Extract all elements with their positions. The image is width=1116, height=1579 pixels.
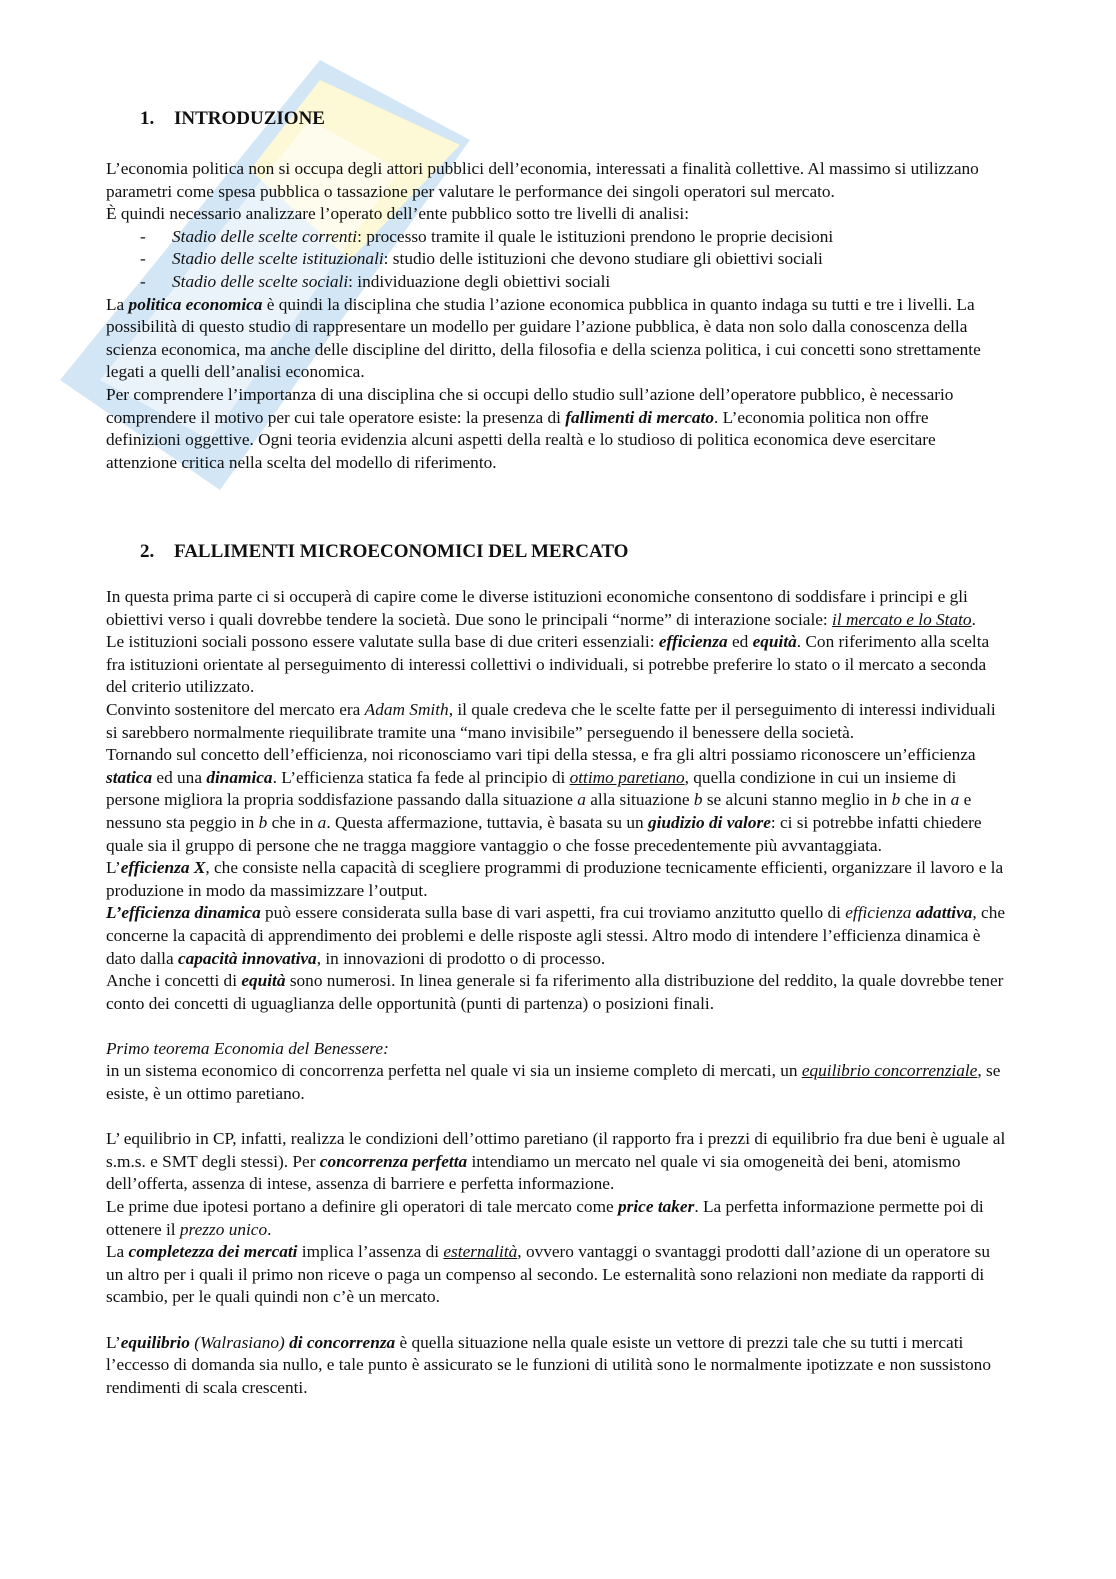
text: che in	[267, 812, 318, 832]
text: , quella condizione in cui un insieme di persone migliora la propria soddisfazione passando dalla situazione	[106, 767, 957, 810]
italic-text: a	[577, 790, 586, 810]
bold-term: completezza dei mercati	[128, 1242, 298, 1262]
bold-term: L’efficienza dinamica	[106, 903, 261, 923]
italic-text: Adam Smith	[364, 699, 449, 719]
section-1-heading: 1. INTRODUZIONE	[140, 108, 325, 129]
paragraph	[106, 699, 1006, 744]
underlined-term: equilibrio concorrenziale	[801, 1061, 978, 1081]
text: . Con riferimento alla scelta fra istituzioni orientate al perseguimento di interessi collettivi o individuali, si potrebbe preferire lo stato o il mercato a seconda del criterio utilizzato.	[106, 632, 990, 697]
text: . La perfetta informazione permette poi di ottenere il	[106, 1197, 984, 1239]
text: L’ equilibrio in CP, infatti, realizza le condizioni dell’ottimo paretiano (il rapporto fra i prezzi di equilibrio fra due beni è uguale al s.m.s. e SMT degli stessi). Per	[106, 1129, 1006, 1171]
text: La	[106, 294, 129, 314]
paragraph	[106, 294, 1006, 384]
italic-text: a	[950, 790, 960, 810]
underlined-term: il mercato e lo Stato	[832, 609, 972, 629]
italic-text: efficienza	[845, 903, 916, 923]
paragraph	[106, 744, 1006, 857]
text: La	[106, 1242, 129, 1262]
bold-term: capacità innovativa	[177, 948, 317, 968]
text: : individuazione degli obiettivi sociali	[348, 271, 611, 291]
text: . Questa affermazione, tuttavia, è basata su un	[326, 812, 648, 832]
text: ed una	[152, 767, 207, 787]
bold-term: statica	[106, 767, 153, 787]
spacer	[106, 1106, 1006, 1129]
underlined-term: esternalità	[443, 1242, 518, 1262]
text: e nessuno sta peggio in	[106, 790, 972, 832]
italic-text: prezzo unico	[179, 1219, 268, 1239]
italic-text: a	[317, 812, 327, 832]
italic-text: b	[891, 790, 901, 810]
text: che in	[900, 790, 951, 810]
paragraph	[106, 970, 1006, 1015]
bold-term: price taker	[618, 1197, 695, 1217]
text: ed	[727, 632, 753, 652]
italic-text: Primo teorema Economia del Benessere:	[106, 1038, 389, 1058]
text: È quindi necessario analizzare l’operato dell’ente pubblico sotto tre livelli di analisi:	[106, 204, 690, 224]
spacer	[106, 1015, 1006, 1038]
text: , il quale credeva che le scelte fatte per il perseguimento di interessi individuali si sarebbero normalmente riequilibrate tramite una “mano invisibile” perseguendo il benessere della società.	[106, 699, 996, 742]
section-2-body	[106, 586, 1006, 1399]
italic-text: Stadio delle scelte correnti	[172, 226, 358, 246]
spacer	[106, 1309, 1006, 1332]
bold-term: giudizio di valore	[647, 812, 771, 832]
italic-text: b	[693, 790, 703, 810]
paragraph	[106, 1196, 1006, 1241]
italic-text: Stadio delle scelte istituzionali	[172, 249, 384, 269]
bold-term: di concorrenza	[289, 1332, 396, 1352]
text: , in innovazioni di prodotto o di processo.	[316, 948, 606, 968]
bold-term: concorrenza perfetta	[319, 1151, 468, 1171]
text: Per comprendere l’importanza di una disciplina che si occupi dello studio sull’azione dell’operatore pubblico, è necessario comprendere il motivo per cui tale operatore esiste: la presenza di	[106, 384, 954, 427]
text: implica l’assenza di	[297, 1242, 444, 1262]
section-2-heading: 2. FALLIMENTI MICROECONOMICI DEL MERCATO	[140, 541, 629, 562]
paragraph	[106, 203, 1006, 226]
bold-term: adattiva	[915, 903, 973, 923]
paragraph	[106, 586, 1006, 631]
paragraph	[106, 1241, 1006, 1309]
paragraph	[106, 1128, 1006, 1196]
bold-term: equità	[241, 971, 286, 991]
bold-term: efficienza X	[120, 858, 206, 878]
text: .	[267, 1219, 272, 1239]
bold-term: equilibrio	[120, 1332, 190, 1352]
paragraph	[106, 631, 1006, 699]
text: Anche i concetti di	[106, 971, 242, 991]
list-item	[106, 248, 1006, 271]
text: , che concerne la capacità di apprendimento dei problemi e delle risposte agli stessi. Altro modo di intendere l’efficienza dinamica è dato dalla	[106, 903, 1006, 968]
text: Convinto sostenitore del mercato era	[106, 699, 365, 719]
list-item	[106, 226, 1006, 249]
text: : processo tramite il quale le istituzioni prendono le proprie decisioni	[357, 226, 834, 246]
text: può essere considerata sulla base di vari aspetti, fra cui troviamo anzitutto quello di	[260, 903, 846, 923]
paragraph	[106, 857, 1006, 902]
text: se alcuni stanno meglio in	[702, 790, 892, 810]
text: Le prime due ipotesi portano a definire gli operatori di tale mercato come	[106, 1197, 618, 1217]
italic-text: b	[258, 812, 268, 832]
text: Le istituzioni sociali possono essere valutate sulla base di due criteri essenziali:	[106, 632, 659, 652]
paragraph	[106, 1060, 1006, 1105]
text: . L’economia politica non offre definizioni oggettive. Ogni teoria evidenzia alcuni aspetti della realtà e lo studioso di politica economica deve esercitare attenzione critica nella scelta del modello di riferimento.	[106, 407, 936, 472]
bold-term: dinamica	[206, 767, 273, 787]
text: , che consiste nella capacità di scegliere programmi di produzione tecnicamente efficienti, organizzare il lavoro e la produzione in modo da massimizzare l’output.	[106, 858, 1004, 900]
text: : ci si potrebbe infatti chiedere quale sia il gruppo di persone che ne tragga maggiore vantaggio o che fosse precedentemente più avvantaggiata.	[106, 812, 982, 855]
text: L’	[106, 1332, 121, 1352]
text: in un sistema economico di concorrenza perfetta nel quale vi sia un insieme completo di mercati, un	[106, 1061, 802, 1081]
text: alla situazione	[585, 790, 694, 810]
text: L’	[106, 858, 121, 878]
text: è quella situazione nella quale esiste un vettore di prezzi tale che su tutti i mercati l’eccesso di domanda sia nullo, e tale punto è assicurato se le funzioni di utilità sono le normalmente ipotizzate e non sussistono rendimenti di scala crescenti.	[106, 1332, 991, 1397]
text: . L’efficienza statica fa fede al principio di	[272, 767, 570, 787]
text: L’economia politica non si occupa degli attori pubblici dell’economia, interessati a finalità collettive. Al massimo si utilizzano parametri come spesa pubblica o tassazione per valutare le performance dei singoli operatori sul mercato.	[106, 159, 979, 201]
bold-term: equità	[752, 632, 797, 652]
text: sono numerosi. In linea generale si fa riferimento alla distribuzione del reddito, la quale dovrebbe tener conto dei concetti di uguaglianza delle opportunità (punti di partenza) o posizioni finali.	[106, 971, 1004, 1013]
text: , se esiste, è un ottimo paretiano.	[106, 1061, 1001, 1104]
paragraph	[106, 902, 1006, 970]
paragraph	[106, 1038, 1006, 1061]
text: In questa prima parte ci si occuperà di capire come le diverse istituzioni economiche consentono di soddisfare i principi e gli obiettivi verso i quali dovrebbe tendere la società. Due sono le principali “norme” di interazione sociale:	[106, 587, 968, 629]
text: : studio delle istituzioni che devono studiare gli obiettivi sociali	[383, 249, 823, 269]
text: Tornando sul concetto dell’efficienza, noi riconosciamo vari tipi della stessa, e fra gli altri possiamo riconoscere un’efficienza	[106, 745, 976, 765]
text: , ovvero vantaggi o svantaggi prodotti dall’azione di un operatore su un altro per i quali il primo non riceve o paga un compenso al secondo. Le esternalità sono relazioni non mediate da rapporti di scambio, per le quali quindi non c’è un mercato.	[106, 1242, 990, 1307]
text: .	[971, 609, 976, 629]
bold-term: fallimenti di mercato	[565, 407, 715, 427]
italic-text: (Walrasiano)	[189, 1332, 290, 1352]
underlined-term: ottimo paretiano	[569, 767, 685, 787]
paragraph	[106, 1332, 1006, 1400]
section-1-body	[106, 158, 1006, 474]
bold-term: politica economica	[128, 294, 263, 314]
bold-term: efficienza	[658, 632, 728, 652]
paragraph	[106, 384, 1006, 474]
text: intendiamo un mercato nel quale vi sia omogeneità dei beni, atomismo dell’offerta, assenza di intese, assenza di barriere e perfetta informazione.	[106, 1151, 961, 1194]
list-item	[106, 271, 1006, 294]
italic-text: Stadio delle scelte sociali	[172, 271, 349, 291]
text: è quindi la disciplina che studia l’azione economica pubblica in quanto indaga su tutti e tre i livelli. La possibilità di questo studio di rappresentare un modello per guidare l’azione pubblica, è data non solo dalla conoscenza della scienza economica, ma anche delle discipline del diritto, della filosofia e della scienza politica, i cui concetti sono strettamente legati a quelli dell’analisi economica.	[106, 294, 981, 382]
paragraph	[106, 158, 1006, 203]
